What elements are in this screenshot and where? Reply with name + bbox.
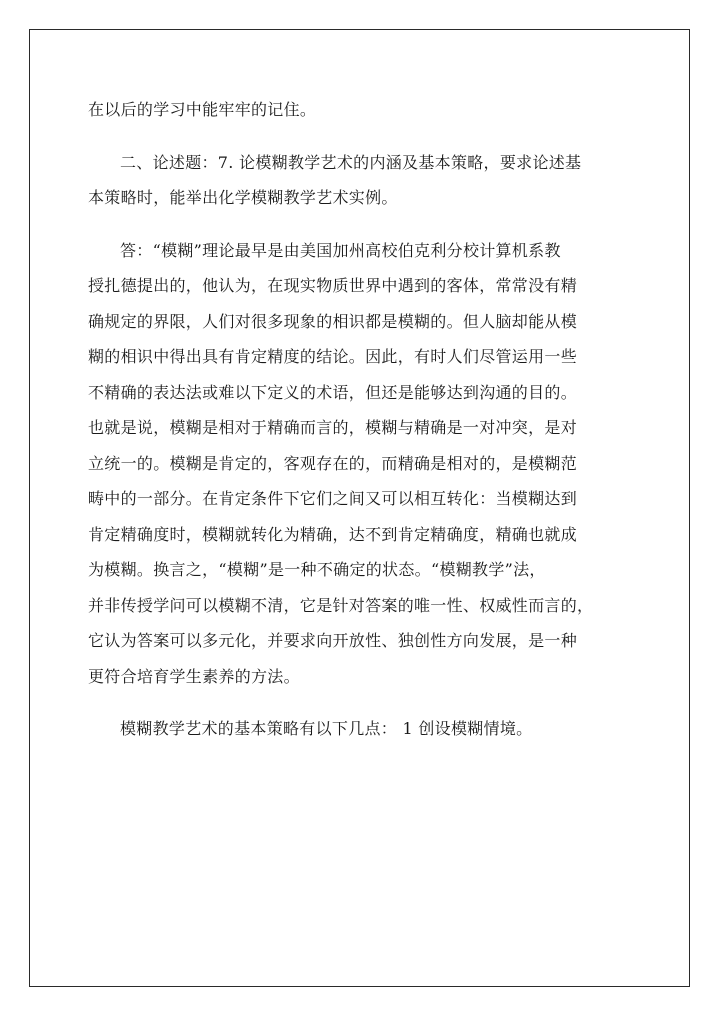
paragraph-gap <box>88 216 633 233</box>
text-line: 更符合培育学生素养的方法。 <box>88 666 300 686</box>
text-line: 它认为答案可以多元化，并要求向开放性、独创性方向发展，是一种 <box>88 631 578 650</box>
text-line: 在以后的学习中能牢牢的记住。 <box>88 100 317 119</box>
text-line: 并非传授学问可以模糊不清，它是针对答案的唯一性、权威性而言的， <box>88 595 594 615</box>
text-line: 模糊教学艺术的基本策略有以下几点： 1 创设模糊情境。 <box>120 719 533 738</box>
text-line: 肯定精确度时，模糊就转化为精确，达不到肯定精确度，精确也就成 <box>88 524 578 544</box>
text-line: 二、论述题：7. 论模糊教学艺术的内涵及基本策略，要求论述基 <box>120 152 582 172</box>
text-line: 本策略时，能举出化学模糊教学艺术实例。 <box>88 188 398 207</box>
text-line: 不精确的表达法或难以下定义的术语，但还是能够达到沟通的目的。 <box>88 382 578 402</box>
text-line: 授扎德提出的，他认为，在现实物质世界中遇到的客体，常常没有精 <box>88 276 578 295</box>
paragraph-gap <box>88 128 633 145</box>
paragraph-gap <box>88 694 633 711</box>
document-body <box>88 92 633 747</box>
text-line: 答：“模糊”理论最早是由美国加州高校伯克利分校计算机系教 <box>120 240 561 260</box>
text-line: 为模糊。换言之，“模糊”是一种不确定的状态。“模糊教学”法， <box>88 560 546 579</box>
text-line: 也就是说，模糊是相对于精确而言的，模糊与精确是一对冲突，是对 <box>88 418 578 437</box>
text-line: 畴中的一部分。在肯定条件下它们之间又可以相互转化：当模糊达到 <box>88 489 578 508</box>
text-line: 确规定的界限，人们对很多现象的相识都是模糊的。但人脑却能从模 <box>88 311 578 331</box>
text-line: 糊的相识中得出具有肯定精度的结论。因此，有时人们尽管运用一些 <box>88 347 578 366</box>
text-line: 立统一的。模糊是肯定的，客观存在的，而精确是相对的，是模糊范 <box>88 453 578 473</box>
